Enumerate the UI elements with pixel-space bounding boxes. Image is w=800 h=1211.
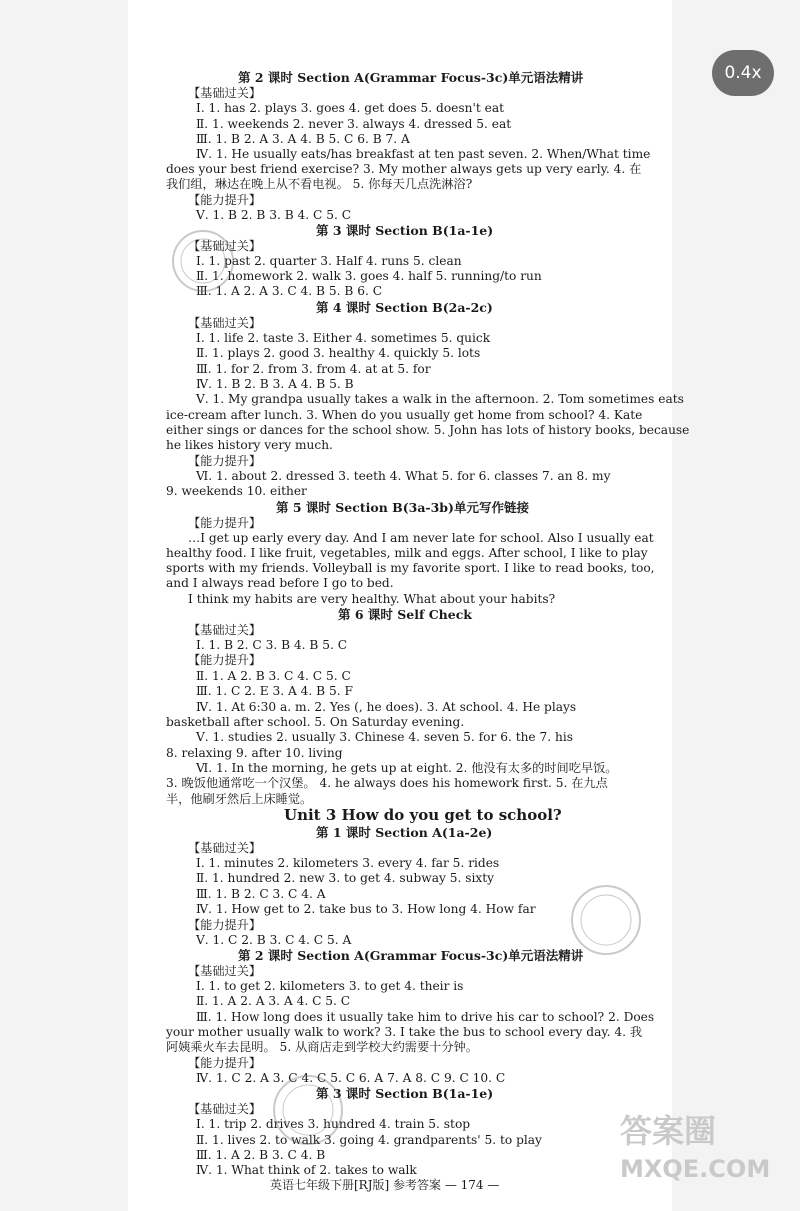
answer-line: 【基础过关】 [188,239,262,253]
answer-line: Ⅱ. 1. hundred 2. new 3. to get 4. subway 5. sixty [196,871,495,885]
lesson-heading: 第 4 课时 Section B(2a-2c) [316,300,493,315]
answer-line: 【基础过关】 [188,964,262,978]
answer-line: 【基础过关】 [188,623,262,637]
answer-line: 3. 晚饭他通常吃一个汉堡。 4. he always does his homework first. 5. 在九点 [166,776,608,790]
answer-line: 【基础过关】 [188,86,262,100]
answer-line: 8. relaxing 9. after 10. living [166,746,343,760]
answer-line: Ⅰ. 1. life 2. taste 3. Either 4. sometimes 5. quick [196,331,491,345]
stamp-icon [268,1070,348,1150]
answer-line: 【基础过关】 [188,841,262,855]
answer-line: Ⅰ. 1. to get 2. kilometers 3. to get 4. their is [196,979,464,993]
unit-title: Unit 3 How do you get to school? [284,806,562,824]
answer-line: Ⅲ. 1. A 2. A 3. C 4. B 5. B 6. C [196,284,383,298]
answer-line: 【能力提升】 [188,454,262,468]
answer-line: Ⅳ. 1. C 2. A 3. C 4. C 5. C 6. A 7. A 8. C 9. C 10. C [196,1071,506,1085]
answer-line: 【基础过关】 [188,316,262,330]
answer-line: Ⅳ. 1. B 2. B 3. A 4. B 5. B [196,377,354,391]
right-margin [670,0,800,1211]
answer-line: Ⅵ. 1. about 2. dressed 3. teeth 4. What 5. for 6. classes 7. an 8. my [196,469,611,483]
answer-line: Ⅱ. 1. A 2. B 3. C 4. C 5. C [196,669,351,683]
answer-line: Ⅴ. 1. studies 2. usually 3. Chinese 4. seven 5. for 6. the 7. his [196,730,574,744]
site-watermark [620,1112,770,1188]
answer-line: Ⅱ. 1. lives 2. to walk 3. going 4. grandparents' 5. to play [196,1133,542,1147]
answer-line: Ⅱ. 1. A 2. A 3. A 4. C 5. C [196,994,351,1008]
answer-line: 半，他刷牙然后上床睡觉。 [166,792,313,806]
answer-line: Ⅰ. 1. trip 2. drives 3. hundred 4. train 5. stop [196,1117,471,1131]
answer-line: your mother usually walk to work? 3. I take the bus to school every day. 4. 我 [166,1025,643,1039]
answer-line: healthy food. I like fruit, vegetables, milk and eggs. After school, I like to play [166,546,648,560]
left-margin [0,0,130,1211]
answer-line: Ⅳ. 1. At 6:30 a. m. 2. Yes (, he does). 3. At school. 4. He plays [196,700,577,714]
answer-line: …I get up early every day. And I am never late for school. Also I usually eat [188,531,654,545]
answer-line: 我们组，琳达在晚上从不看电视。 5. 你每天几点洗淋浴? [166,177,473,191]
answer-line: Ⅲ. 1. B 2. A 3. A 4. B 5. C 6. B 7. A [196,132,410,146]
answer-line: Ⅲ. 1. B 2. C 3. C 4. A [196,887,326,901]
answer-line: Ⅰ. 1. B 2. C 3. B 4. B 5. C [196,638,348,652]
answer-line: and I always read before I go to bed. [166,576,394,590]
answer-line: Ⅲ. 1. How long does it usually take him to drive his car to school? 2. Does [196,1010,655,1024]
answer-line: Ⅳ. 1. How get to 2. take bus to 3. How long 4. How far [196,902,536,916]
answer-line: 【能力提升】 [188,1056,262,1070]
answer-line: 【能力提升】 [188,918,262,932]
answer-line: 【基础过关】 [188,1102,262,1116]
stamp-icon [168,226,238,296]
answer-line: I think my habits are very healthy. What about your habits? [188,592,556,606]
answer-line: he likes history very much. [166,438,333,452]
answer-line: basketball after school. 5. On Saturday evening. [166,715,465,729]
stamp-icon [566,880,646,960]
answer-line: Ⅲ. 1. A 2. B 3. C 4. B [196,1148,326,1162]
answer-line: sports with my friends. Volleyball is my favorite sport. I like to read books, too, [166,561,655,575]
answer-line: ice-cream after lunch. 3. When do you usually get home from school? 4. Kate [166,408,643,422]
answer-line: 【能力提升】 [188,653,262,667]
watermark-logo: 答案圈 [620,1112,717,1150]
answer-line: Ⅳ. 1. What think of 2. takes to walk [196,1163,417,1177]
answer-line: Ⅰ. 1. has 2. plays 3. goes 4. get does 5. doesn't eat [196,101,504,115]
answer-line: 阿姨乘火车去昆明。 5. 从商店走到学校大约需要十分钟。 [166,1040,478,1054]
answer-line: 【能力提升】 [188,193,262,207]
answer-line: Ⅴ. 1. B 2. B 3. B 4. C 5. C [196,208,352,222]
answer-line: Ⅰ. 1. minutes 2. kilometers 3. every 4. far 5. rides [196,856,500,870]
answer-line: Ⅵ. 1. In the morning, he gets up at eight. 2. 他没有太多的时间吃早饭。 [196,761,618,775]
answer-line: Ⅰ. 1. past 2. quarter 3. Half 4. runs 5. clean [196,254,462,268]
zoom-level-badge[interactable]: 0.4x [712,50,774,96]
answer-line: Ⅱ. 1. plays 2. good 3. healthy 4. quickly 5. lots [196,346,481,360]
answer-line: Ⅲ. 1. for 2. from 3. from 4. at at 5. for [196,362,431,376]
answer-line: Ⅴ. 1. My grandpa usually takes a walk in the afternoon. 2. Tom sometimes eats [196,392,684,406]
answer-line: does your best friend exercise? 3. My mother always gets up very early. 4. 在 [166,162,642,176]
answer-line: Ⅳ. 1. He usually eats/has breakfast at ten past seven. 2. When/What time [196,147,651,161]
lesson-heading: 第 3 课时 Section B(1a-1e) [316,223,494,238]
lesson-heading: 第 3 课时 Section B(1a-1e) [316,1086,494,1101]
answer-line: Ⅱ. 1. homework 2. walk 3. goes 4. half 5. running/to run [196,269,542,283]
answer-line: Ⅲ. 1. C 2. E 3. A 4. B 5. F [196,684,353,698]
answer-line: Ⅴ. 1. C 2. B 3. C 4. C 5. A [196,933,352,947]
watermark-site: MXQE.COM [620,1155,771,1183]
answer-line: either sings or dances for the school show. 5. John has lots of history books, because [166,423,690,437]
lesson-heading: 第 2 课时 Section A(Grammar Focus-3c)单元语法精讲 [238,70,584,85]
lesson-heading: 第 5 课时 Section B(3a-3b)单元写作链接 [276,500,529,515]
page-footer: 英语七年级下册[RJ版] 参考答案 — 174 — [270,1178,500,1192]
lesson-heading: 第 2 课时 Section A(Grammar Focus-3c)单元语法精讲 [238,948,584,963]
lesson-heading: 第 6 课时 Self Check [338,607,472,622]
lesson-heading: 第 1 课时 Section A(1a-2e) [316,825,493,840]
answer-line: 【能力提升】 [188,516,262,530]
answer-line: Ⅱ. 1. weekends 2. never 3. always 4. dressed 5. eat [196,117,512,131]
answer-line: 9. weekends 10. either [166,484,307,498]
